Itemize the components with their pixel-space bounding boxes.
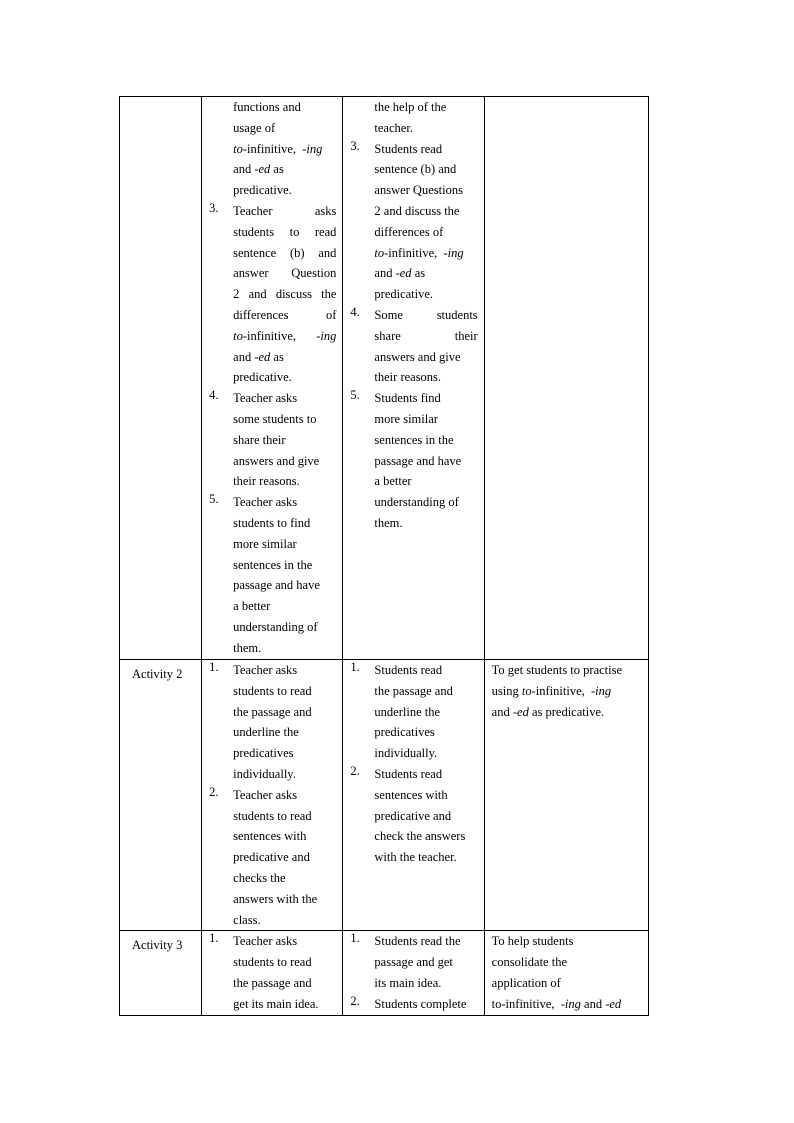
step-text-line: answers and give (233, 453, 320, 468)
activity-label-cell (120, 97, 202, 660)
step-text-line: differences of (233, 307, 337, 322)
step-text-line: underline the (233, 725, 299, 740)
step-text-line: passage and get (374, 955, 453, 970)
table-row (120, 931, 649, 1015)
step-text-line: predicative and (233, 850, 310, 865)
step-text-line: some students to (233, 411, 317, 426)
step-text-line: Teacher asks (233, 391, 298, 406)
step-text-line: Students complete (374, 996, 467, 1011)
teacher-step (202, 388, 342, 492)
step-text-line: predicatives (374, 725, 435, 740)
step-number: 2. (350, 763, 360, 778)
teacher-step (202, 201, 342, 388)
step-text-line: functions and (233, 100, 301, 114)
step-text-line: teacher. (374, 120, 413, 135)
step-text-line: Students read the (374, 934, 461, 949)
objective-text-line: using to-infinitive, -ing (491, 683, 612, 698)
step-text-line: predicative. (233, 183, 292, 198)
objective-text-line: consolidate the (491, 955, 567, 970)
objective-cell (484, 660, 648, 931)
step-text-line: checks the (233, 870, 286, 885)
step-number: 4. (209, 388, 219, 403)
activity-label-cell (120, 931, 202, 1015)
step-text-line: a better (374, 474, 412, 489)
step-text-line: them. (374, 515, 403, 530)
step-text-line: their reasons. (233, 474, 300, 489)
step-text-line: predicative. (233, 370, 292, 385)
step-number: 1. (209, 931, 219, 946)
student-step (343, 97, 483, 139)
step-text-line: 2 and discuss the (374, 203, 460, 218)
step-text-line: sentence (b) and (233, 245, 337, 260)
step-text-line: their reasons. (374, 370, 442, 385)
objective-text-line: to-infinitive, -ing and -ed (491, 996, 622, 1011)
teacher-activity-cell (202, 931, 343, 1015)
step-text-line: the passage and (374, 683, 453, 698)
student-step (343, 388, 483, 534)
step-number: 3. (350, 138, 360, 153)
activity-label: Activity 2 (132, 667, 183, 681)
step-text-line: answers with the (233, 891, 318, 906)
teacher-steps-list (202, 660, 342, 930)
teacher-activity-cell (202, 97, 343, 660)
step-text-line: Teacher asks (233, 203, 337, 218)
objective-text-line: and -ed as predicative. (491, 704, 605, 719)
step-text-line: students to read (233, 683, 312, 698)
step-text-line: answer Question (233, 266, 337, 281)
step-text-line: Students find (374, 391, 441, 406)
teacher-step (202, 660, 342, 785)
step-text-line: sentences with (233, 829, 307, 844)
step-text-line: its main idea. (374, 975, 442, 990)
objective-text-line: application of (491, 975, 561, 990)
student-activity-cell (343, 931, 484, 1015)
student-activity-cell (343, 97, 484, 660)
step-text-line: underline the (374, 704, 441, 719)
step-text-line: Students read (374, 663, 443, 677)
step-text-line: students to find (233, 515, 311, 530)
step-number: 1. (350, 660, 360, 674)
step-text-line: Some students (374, 307, 478, 322)
step-text-line: 2 and discuss the (233, 287, 337, 302)
step-text-line: Teacher asks (233, 787, 298, 802)
step-text-line: class. (233, 912, 261, 927)
step-text-line: them. (233, 640, 262, 655)
step-text-line: predicatives (233, 746, 294, 761)
student-step (343, 764, 483, 868)
step-text-line: Students read (374, 766, 443, 781)
step-text-line: to-infinitive, -ing (233, 141, 323, 156)
step-text-line: students to read (233, 224, 337, 239)
objective-cell (484, 931, 648, 1015)
step-text-line: to-infinitive, -ing (233, 328, 337, 343)
step-number: 1. (209, 660, 219, 674)
step-number: 2. (209, 784, 219, 799)
step-text-line: Teacher asks (233, 495, 298, 510)
teacher-step (202, 931, 342, 1014)
teacher-activity-cell (202, 660, 343, 931)
step-text-line: with the teacher. (374, 850, 457, 865)
step-text-line: answer Questions (374, 183, 463, 198)
step-text-line: understanding of (233, 619, 318, 634)
teacher-steps-list (202, 931, 342, 1014)
step-number: 5. (209, 492, 219, 507)
student-step (343, 660, 483, 764)
activity-label: Activity 3 (132, 938, 183, 953)
step-number: 4. (350, 304, 360, 319)
step-text-line: and -ed as (374, 266, 426, 281)
step-text-line: passage and have (233, 578, 320, 593)
step-number: 3. (209, 200, 219, 215)
step-text-line: usage of (233, 120, 276, 135)
step-text-line: the passage and (233, 704, 312, 719)
student-step (343, 305, 483, 388)
step-text-line: predicative. (374, 287, 434, 302)
step-text-line: more similar (233, 536, 297, 551)
objective-text-line: To get students to practise (491, 663, 623, 677)
teacher-step (202, 97, 342, 201)
student-step (343, 931, 483, 993)
student-steps-list (343, 660, 483, 868)
step-text-line: individually. (233, 766, 296, 781)
student-steps-list (343, 931, 483, 1014)
step-text-line: Students read (374, 141, 443, 156)
step-number: 2. (350, 993, 360, 1008)
teacher-step (202, 785, 342, 931)
step-text-line: share their (374, 328, 478, 343)
step-text-line: answers and give (374, 349, 461, 364)
table-row (120, 660, 649, 931)
objective-text-line: To help students (491, 934, 574, 949)
teacher-steps-list (202, 97, 342, 659)
step-text-line: predicative and (374, 808, 452, 823)
step-text-line: the passage and (233, 975, 312, 990)
step-text-line: a better (233, 599, 271, 614)
step-text-line: more similar (374, 411, 438, 426)
step-text-line: share their (233, 432, 286, 447)
step-text-line: passage and have (374, 453, 462, 468)
step-text-line: get its main idea. (233, 996, 319, 1011)
step-text-line: Teacher asks (233, 934, 298, 949)
step-text-line: sentences in the (233, 557, 313, 572)
activity-label-cell (120, 660, 202, 931)
student-step (343, 139, 483, 305)
step-text-line: check the answers (374, 829, 466, 844)
step-text-line: and -ed as (233, 162, 284, 177)
step-text-line: to-infinitive, -ing (374, 245, 464, 260)
objective-cell (484, 97, 648, 660)
student-step (343, 994, 483, 1015)
step-text-line: sentences in the (374, 432, 454, 447)
step-text-line: and -ed as (233, 349, 284, 364)
student-steps-list (343, 97, 483, 534)
step-text-line: differences of (374, 224, 444, 239)
step-text-line: students to read (233, 955, 312, 970)
teacher-step (202, 492, 342, 658)
step-text-line: individually. (374, 746, 438, 761)
step-text-line: sentences with (374, 787, 448, 802)
step-text-line: sentence (b) and (374, 162, 457, 177)
step-text-line: understanding of (374, 495, 459, 510)
table-row (120, 97, 649, 660)
step-text-line: the help of the (374, 100, 447, 114)
step-number: 5. (350, 388, 360, 403)
student-activity-cell (343, 660, 484, 931)
step-number: 1. (350, 931, 360, 946)
lesson-plan-table (119, 96, 649, 1016)
step-text-line: Teacher asks (233, 663, 298, 677)
step-text-line: students to read (233, 808, 312, 823)
